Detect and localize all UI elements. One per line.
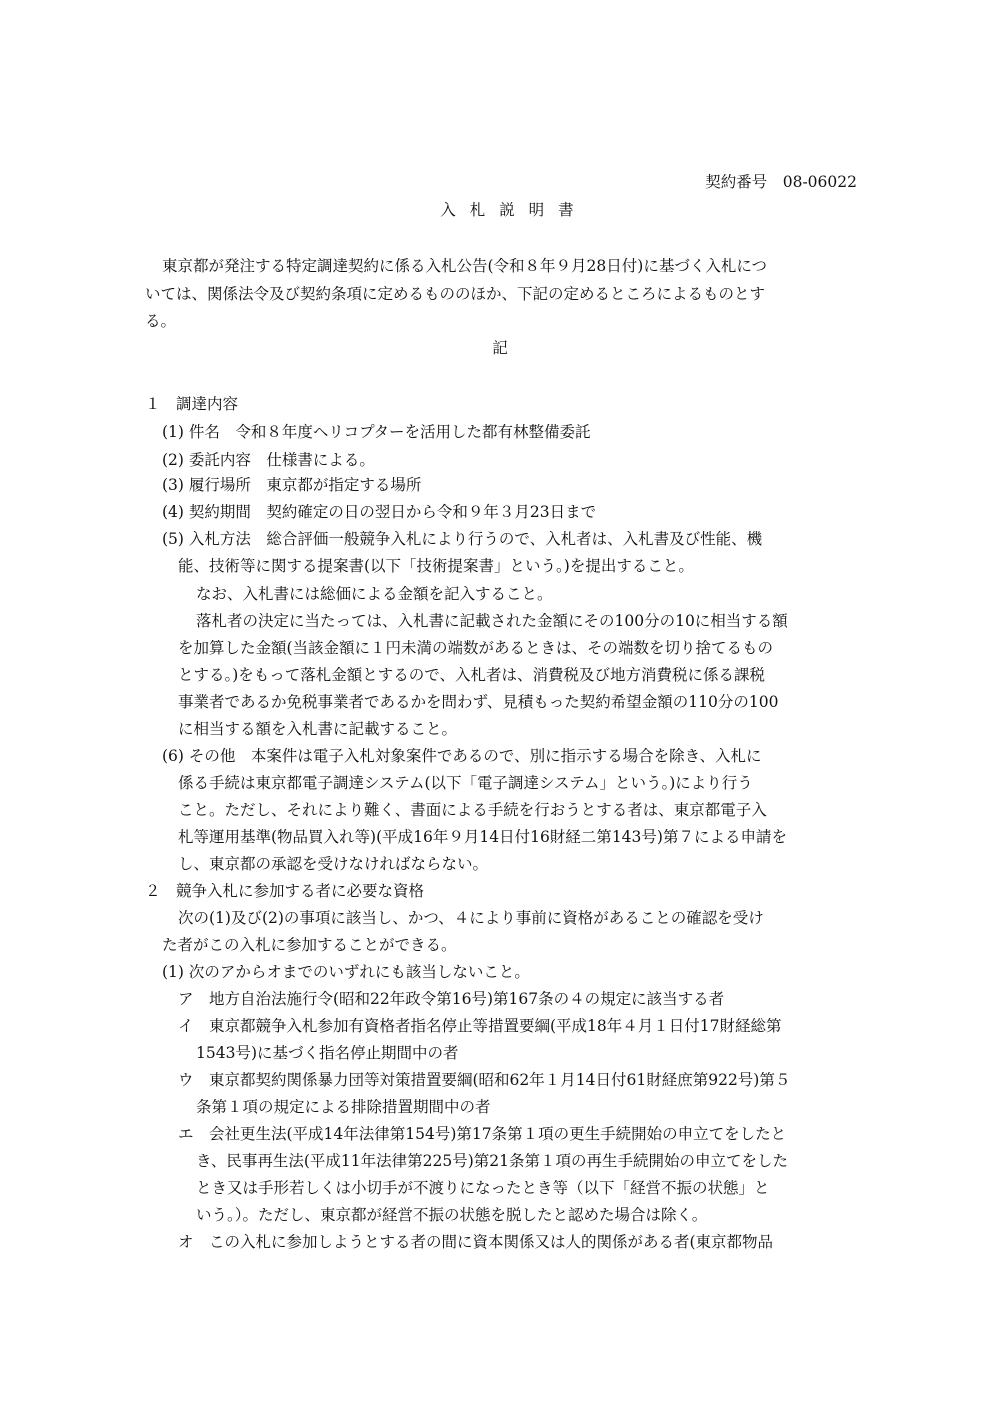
ki-heading: 記 (492, 339, 508, 357)
body-line: イ 東京都競争入札参加有資格者指名停止等措置要綱(平成18年４月１日付17財経総第 (178, 1017, 782, 1035)
body-line: 札等運用基準(物品買入れ等)(平成16年９月14日付16財経二第143号)第７による申請を (178, 828, 787, 846)
body-line: オ この入札に参加しようとする者の間に資本関係又は人的関係がある者(東京都物品 (178, 1233, 774, 1251)
body-line: (4) 契約期間 契約確定の日の翌日から令和９年３月23日まで (162, 503, 597, 521)
body-line: 次の(1)及び(2)の事項に該当し、かつ、４により事前に資格があることの確認を受け (178, 909, 764, 927)
body-line: (3) 履行場所 東京都が指定する場所 (162, 476, 422, 494)
body-line: (1) 件名 令和８年度ヘリコプターを活用した都有林整備委託 (162, 423, 591, 441)
body-line: し、東京都の承認を受けなければならない。 (178, 855, 489, 873)
body-line: き、民事再生法(平成11年法律第225号)第21条第１項の再生手続開始の申立てをした (196, 1152, 789, 1170)
intro-line: る。 (145, 312, 177, 330)
body-line: とする。)をもって落札金額とするので、入札者は、消費税及び地方消費税に係る課税 (178, 666, 765, 684)
section-heading: １ 調達内容 (145, 395, 239, 413)
body-line: ウ 東京都契約関係暴力団等対策措置要綱(昭和62年１月14日付61財経庶第922号)第５ (178, 1071, 791, 1089)
body-line: 能、技術等に関する提案書(以下「技術提案書」という。)を提出すること。 (178, 557, 694, 575)
body-line: なお、入札書には総価による金額を記入すること。 (196, 585, 553, 603)
body-line: (5) 入札方法 総合評価一般競争入札により行うので、入札者は、入札書及び性能、機 (162, 530, 763, 548)
section-heading: ２ 競争入札に参加する者に必要な資格 (145, 882, 425, 900)
document-title: 入札説明書 (440, 201, 588, 219)
body-line: 事業者であるか免税事業者であるかを問わず、見積もった契約希望金額の110分の100 (178, 693, 779, 711)
body-line: 1543号)に基づく指名停止期間中の者 (196, 1044, 459, 1062)
body-line: ア 地方自治法施行令(昭和22年政令第16号)第167条の４の規定に該当する者 (178, 990, 725, 1008)
body-line: (2) 委託内容 仕様書による。 (162, 451, 375, 469)
intro-line: 東京都が発注する特定調達契約に係る入札公告(令和８年９月28日付)に基づく入札につ (162, 257, 768, 275)
body-line: を加算した金額(当該金額に１円未満の端数があるときは、その端数を切り捨てるもの (178, 639, 774, 657)
body-line: 係る手続は東京都電子調達システム(以下「電子調達システム」という。)により行う (178, 774, 753, 792)
body-line: た者がこの入札に参加することができる。 (162, 936, 457, 954)
body-line: こと。ただし、それにより難く、書面による手続を行おうとする者は、東京都電子入 (178, 801, 767, 819)
body-line: とき又は手形若しくは小切手が不渡りになったとき等（以下「経営不振の状態」と (196, 1179, 770, 1197)
contract-number: 契約番号 08-06022 (705, 173, 857, 191)
body-line: に相当する額を入札書に記載すること。 (178, 720, 458, 738)
body-line: 条第１項の規定による排除措置期間中の者 (196, 1098, 491, 1116)
body-line: いう。）。ただし、東京都が経営不振の状態を脱したと認めた場合は除く。 (196, 1206, 708, 1224)
body-line: (1) 次のアからオまでのいずれにも該当しないこと。 (162, 963, 530, 981)
body-line: (6) その他 本案件は電子入札対象案件であるので、別に指示する場合を除き、入札に (162, 747, 762, 765)
body-line: エ 会社更生法(平成14年法律第154号)第17条第１項の更生手続開始の申立てをしたと (178, 1125, 787, 1143)
intro-line: いては、関係法令及び契約条項に定めるもののほか、下記の定めるところによるものとす (145, 285, 766, 303)
body-line: 落札者の決定に当たっては、入札書に記載された金額にその100分の10に相当する額 (196, 612, 788, 630)
